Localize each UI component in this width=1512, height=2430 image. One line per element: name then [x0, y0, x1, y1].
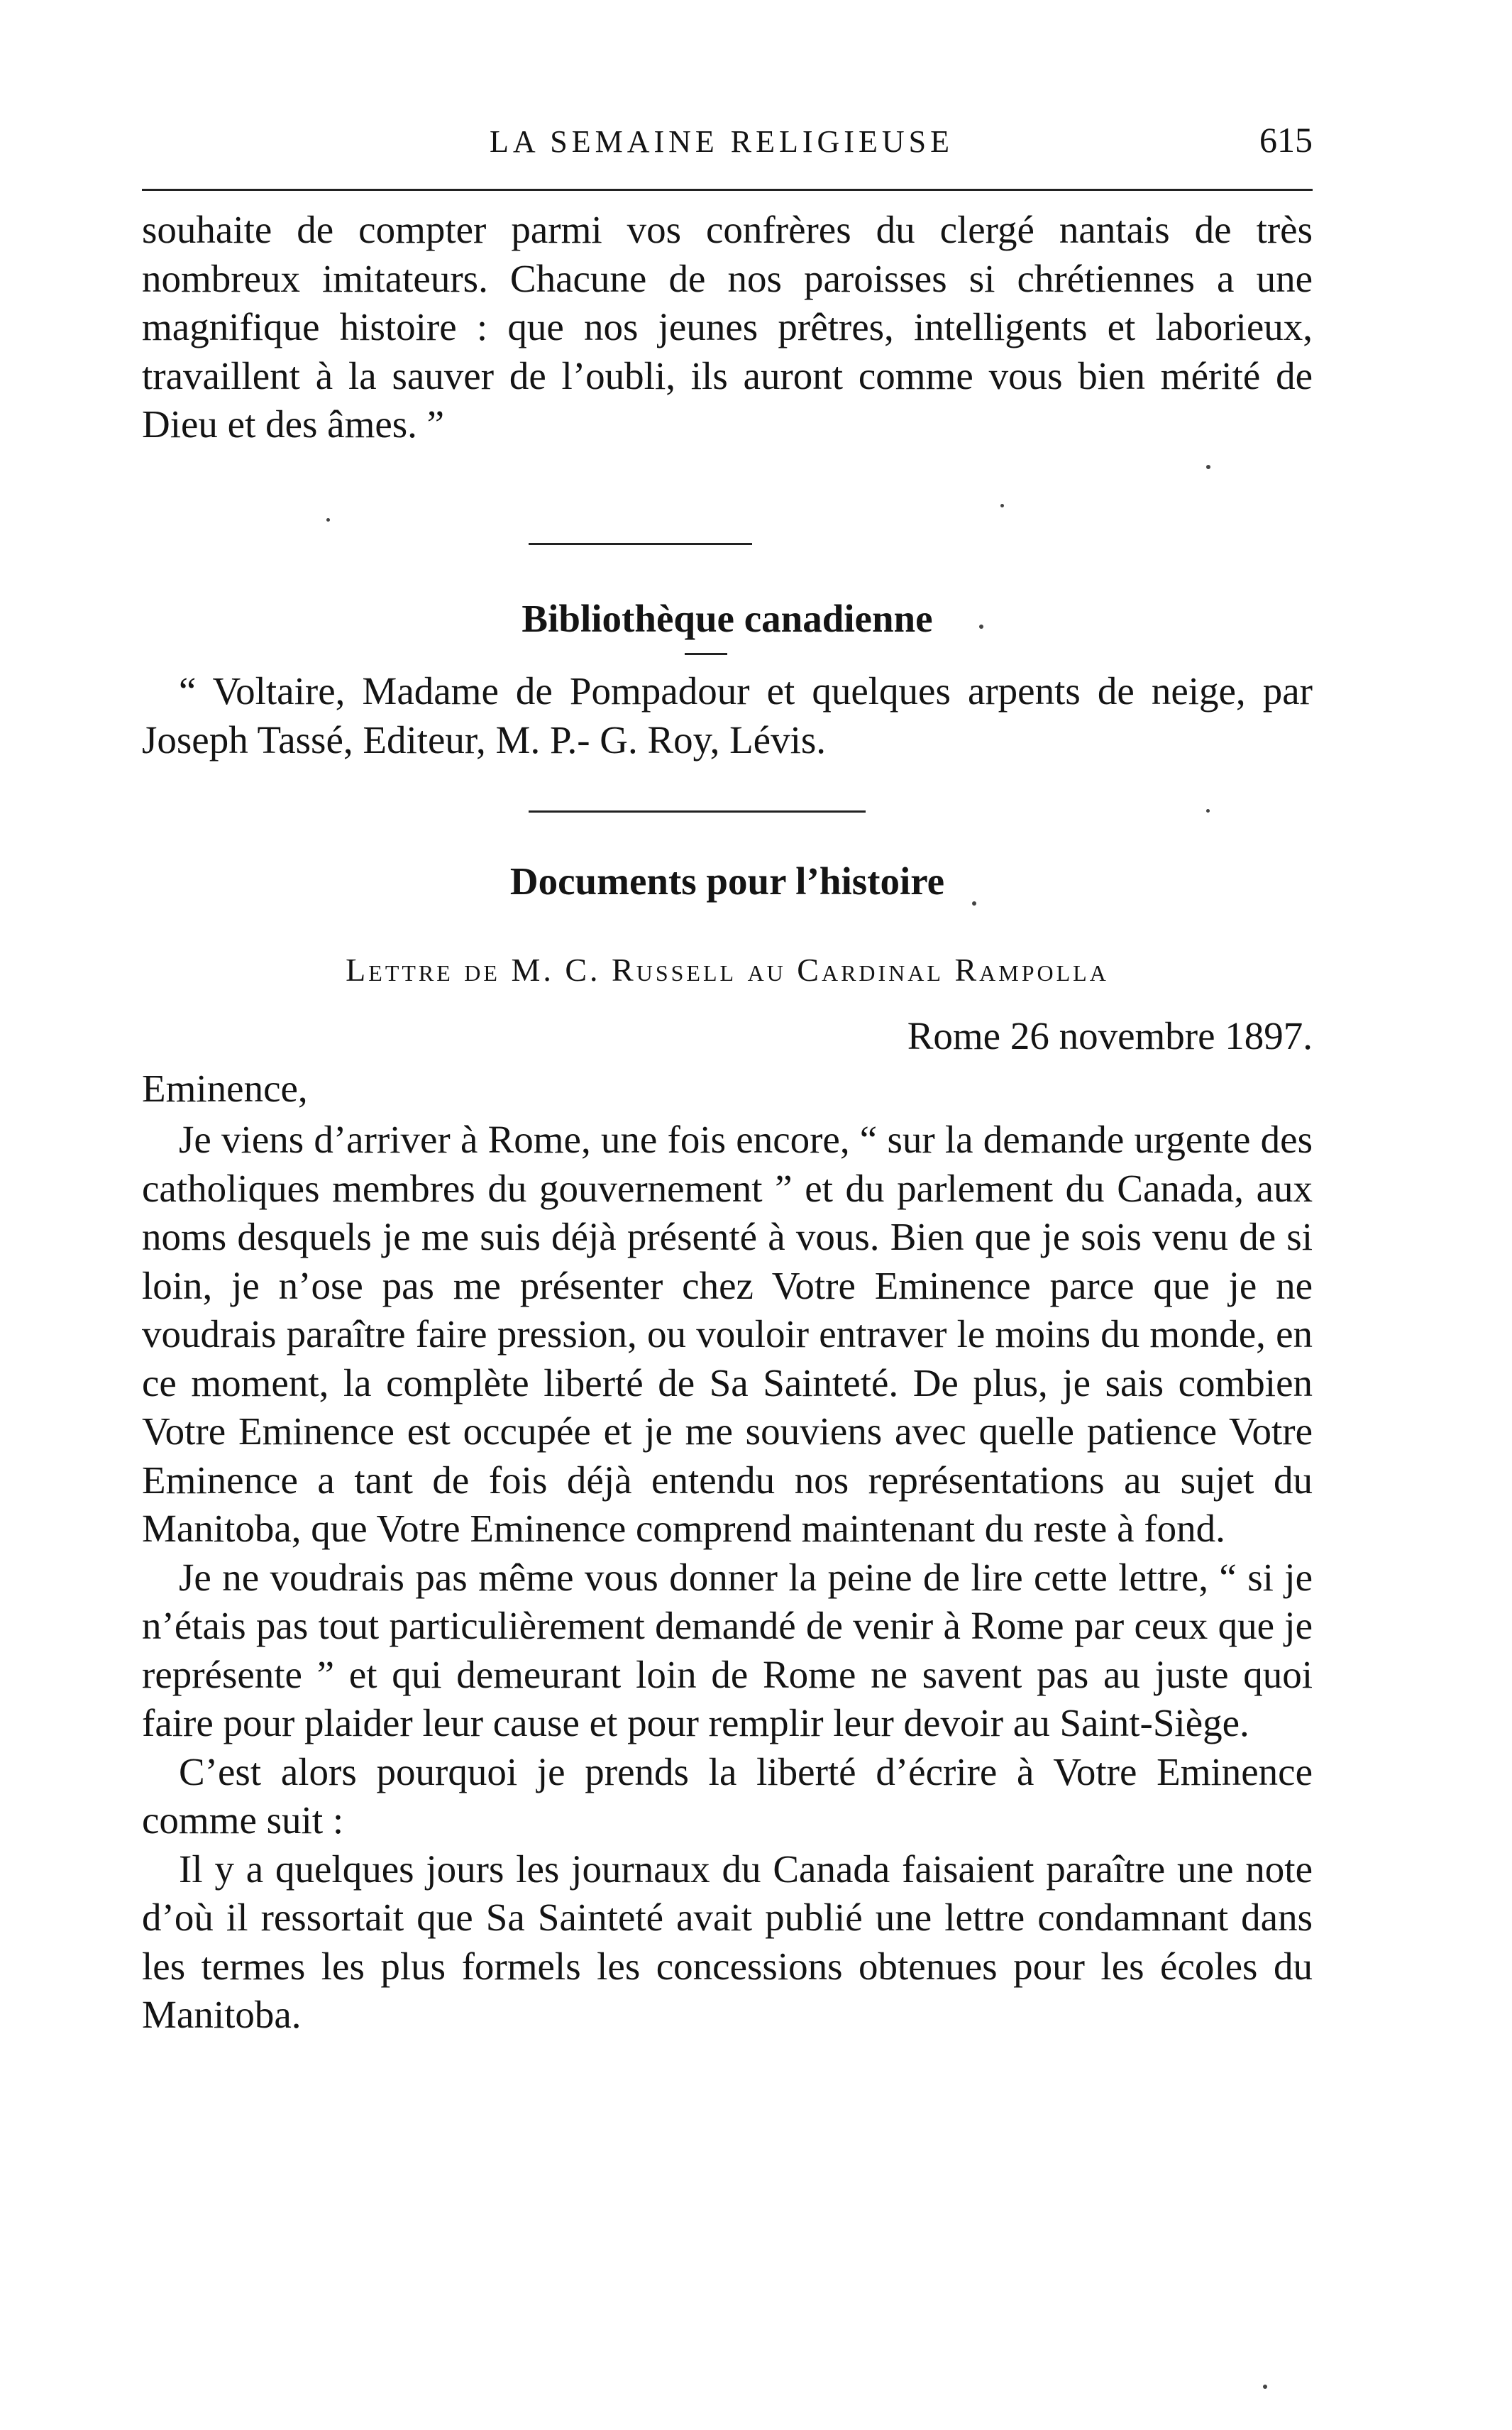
letter-body — [142, 1116, 1313, 2040]
continuation-paragraph: souhaite de compter parmi vos confrères du clergé nantais de très nombreux imitateurs. Chacune de nos paroisses si chrétiennes a une magnifique histoire : que nos jeunes prêtres, intelligents et laborieux, travaillent à la sauver de l’oubli, ils auront comme vous bien mérité de Dieu et des âmes. ” — [142, 208, 1313, 446]
continuation-block — [142, 206, 1313, 449]
letter-paragraph: C’est alors pourquoi je prends la liberté d’écrire à Votre Eminence comme suit : — [142, 1749, 1313, 1842]
letter-heading: Lettre de M. C. Russell au Cardinal Rampolla — [346, 952, 1109, 988]
section-title-bibliotheque: Bibliothèque canadienne — [522, 597, 933, 640]
bibliotheque-entry-block — [142, 667, 1313, 764]
letter-paragraph: Je ne voudrais pas même vous donner la peine de lire cette lettre, “ si je n’étais pas tout particulièrement demandé de venir à Rome par ceux que je représente ” et qui demeurant loin de Rome ne savent pas au juste quoi faire pour plaider leur cause et pour remplir leur devoir au Saint-Siège. — [142, 1555, 1313, 1744]
scan-speck — [979, 625, 983, 629]
section-title-documents: Documents pour l’histoire — [509, 859, 945, 903]
title-underline — [685, 653, 727, 655]
page-header — [142, 119, 1313, 197]
section-divider — [529, 810, 866, 813]
scan-speck — [326, 518, 330, 522]
scan-speck — [1206, 465, 1210, 469]
scan-speck — [972, 901, 976, 906]
letter-paragraph: Je viens d’arriver à Rome, une fois encore, “ sur la demande urgente des catholiques membres du gouvernement ” et du parlement du Canada, aux noms desquels je me suis déjà présenté à vous. Bien que je sois venu de si loin, je n’ose pas me présenter chez Votre Eminence parce que je ne voudrais paraître faire pression, ou vouloir entraver le moins du monde, en ce moment, la complète liberté de Sa Sainteté. De plus, je sais combien Votre Eminence est occupée et je me souviens avec quelle patience Votre Eminence a tant de fois déjà entendu nos représentations au sujet du Manitoba, que Votre Eminence comprend maintenant du reste à fond. — [142, 1118, 1313, 1550]
letter-paragraph: Il y a quelques jours les journaux du Canada faisaient paraître une note d’où il ressortait que Sa Sainteté avait publié une lettre condamnant dans les termes les plus formels les concessions obtenues pour les écoles du Manitoba. — [142, 1847, 1313, 2036]
bibliotheque-entry: “ Voltaire, Madame de Pompadour et quelques arpents de neige, par Joseph Tassé, Editeur, M. P.- G. Roy, Lévis. — [142, 669, 1313, 762]
scan-speck — [1000, 504, 1004, 507]
scan-speck — [1206, 809, 1210, 813]
scan-speck — [1263, 2385, 1267, 2389]
page-number: 615 — [1259, 120, 1313, 160]
section-divider — [529, 543, 752, 545]
running-head: LA SEMAINE RELIGIEUSE — [490, 124, 954, 159]
letter-dateline: Rome 26 novembre 1897. — [907, 1014, 1313, 1057]
header-rule — [142, 189, 1313, 191]
letter-salutation: Eminence, — [142, 1067, 308, 1110]
